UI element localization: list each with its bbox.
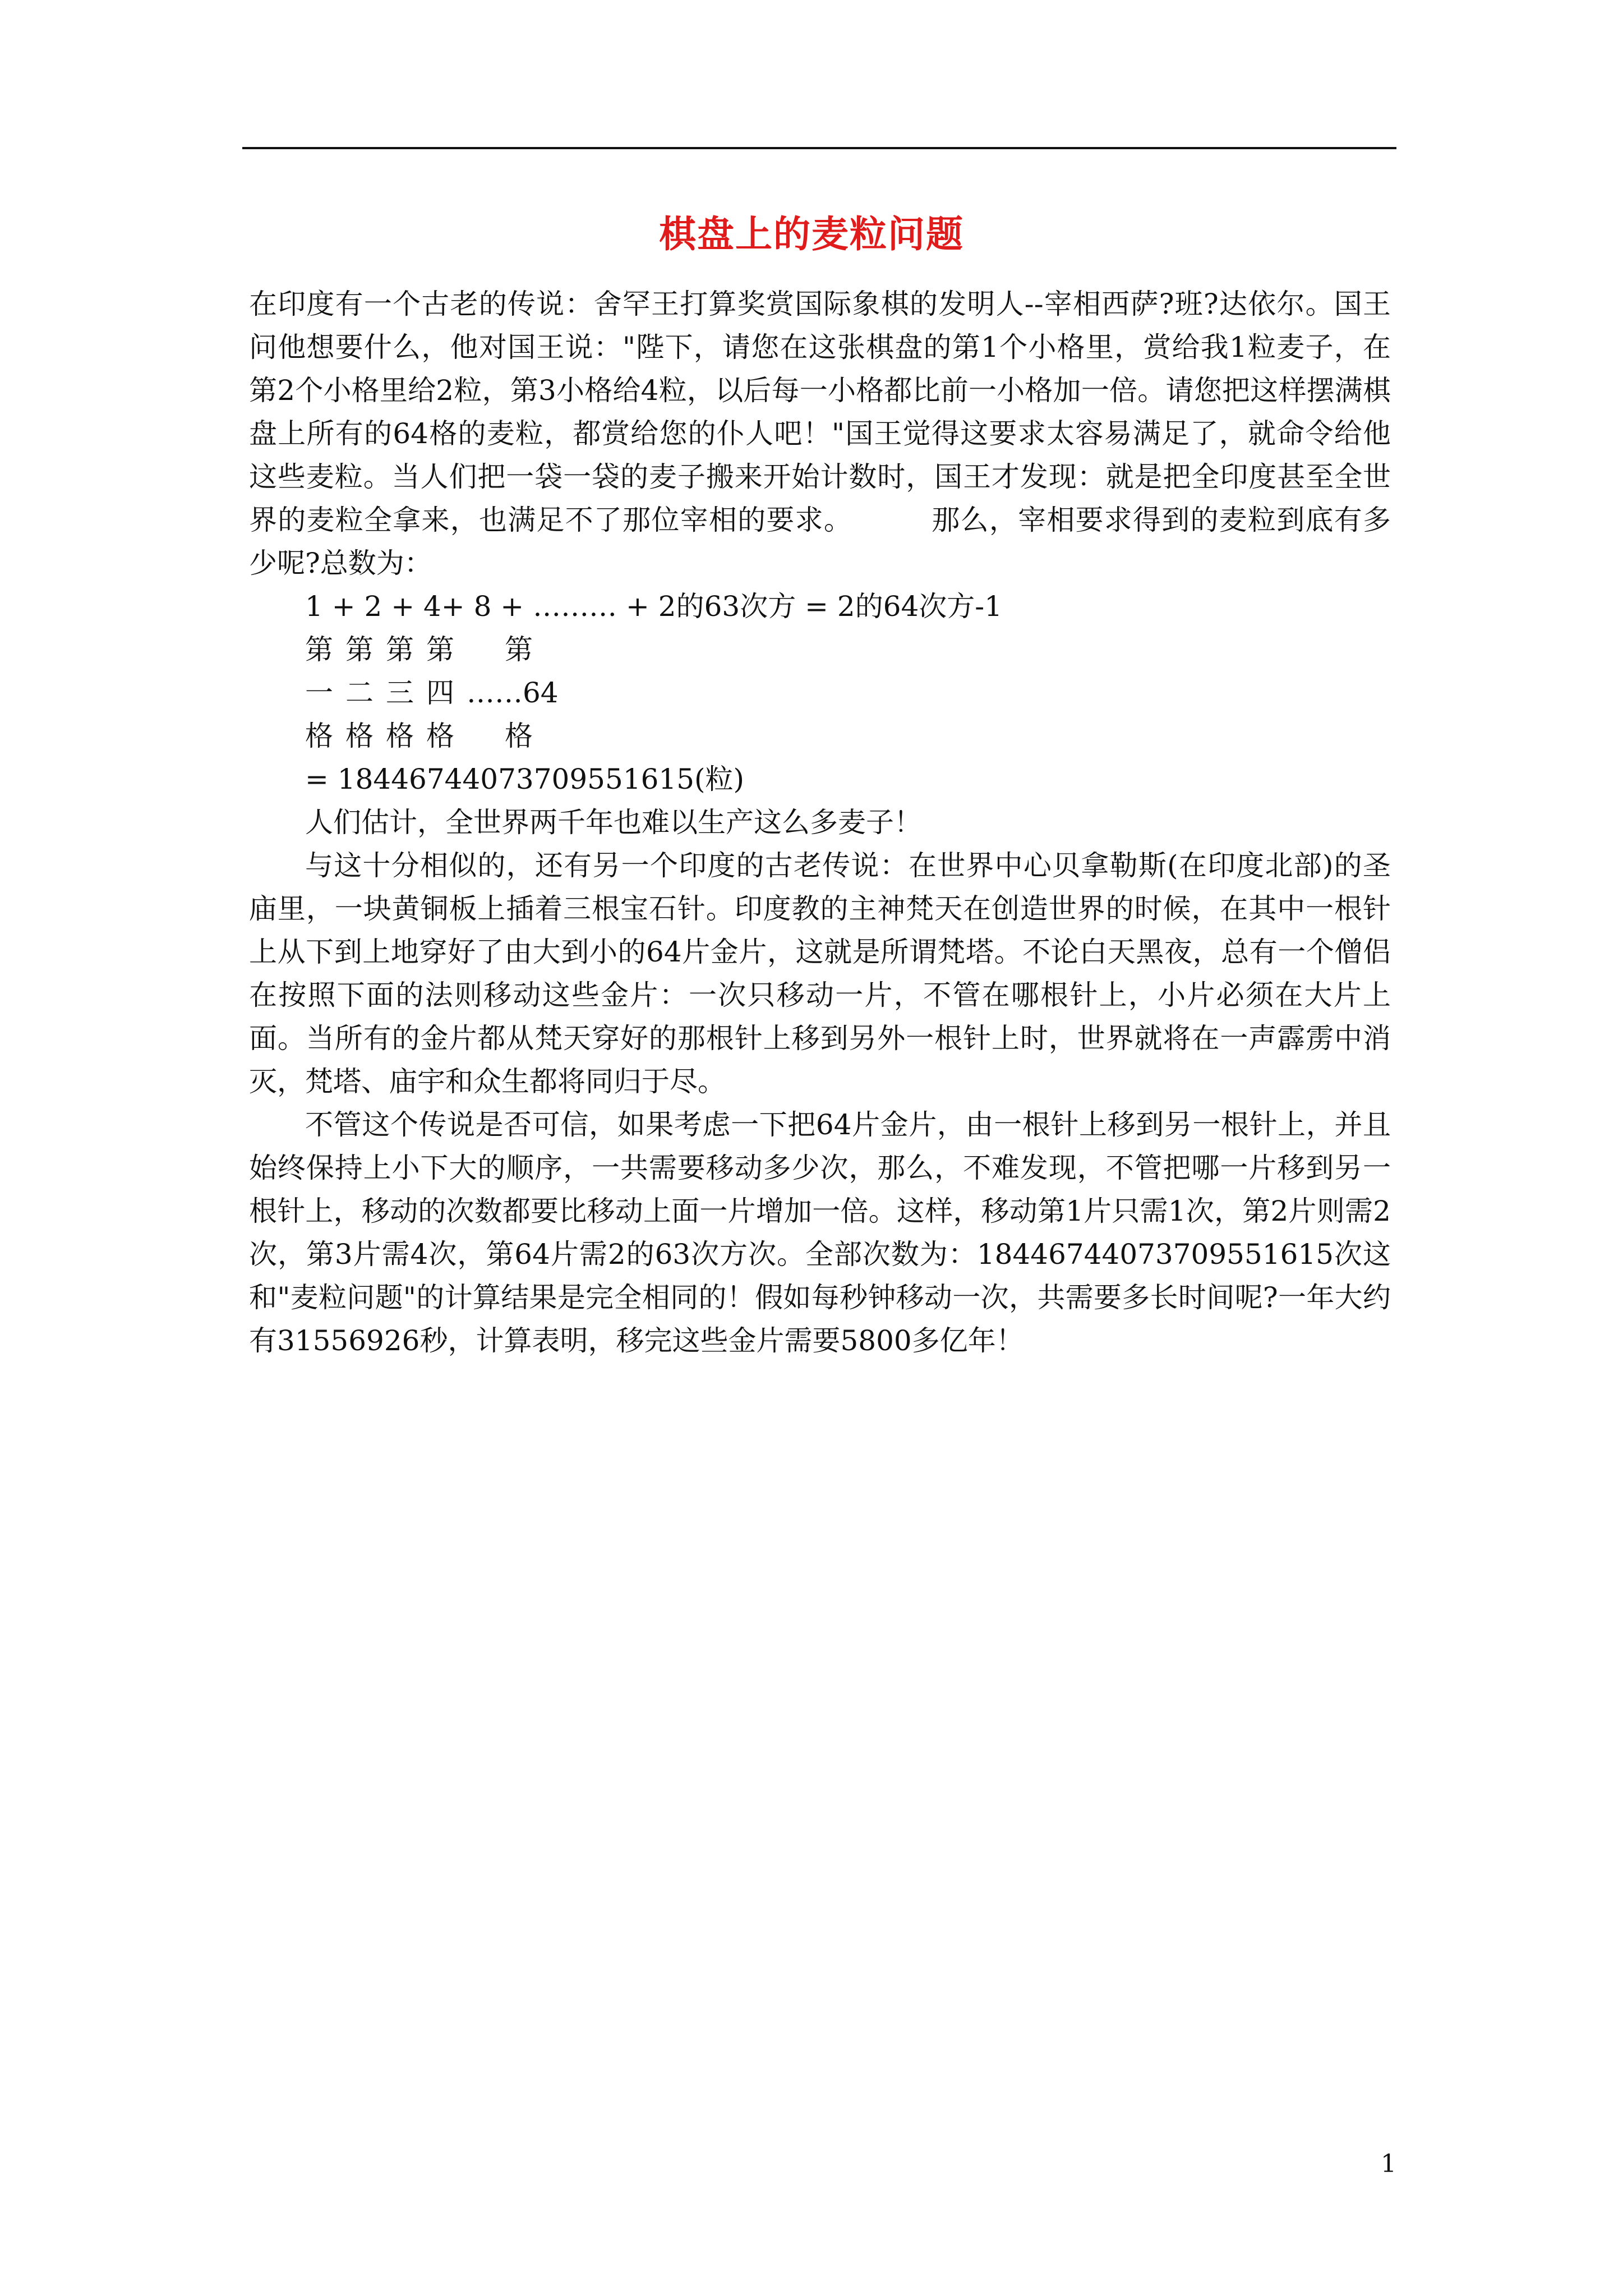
paragraph-legend-text: 在印度有一个古老的传说：舍罕王打算奖赏国际象棋的发明人--宰相西萨?班?达依尔。国王问他想要什么，他对国王说："陛下，请您在这张棋盘的第1个小格里，赏给我1粒麦子，在第2个小格里给2粒，第3小格给4粒，以后每一小格都比前一小格加一倍。请您把这样摆满棋盘上所有的64格的麦粒，都赏给您的仆人吧！"国王觉得这要求太容易满足了，就命令给他这些麦粒。当人们把一袋一袋的麦子搬来开始计数时，国王才发现：就是把全印度甚至全世界的麦粒全拿来，也满足不了那位宰相的要求。: [249, 288, 1391, 536]
paragraph-estimate: 人们估计，全世界两千年也难以生产这么多麦子！: [305, 806, 922, 839]
paragraph-legend: [249, 283, 1391, 585]
document-title: 棋盘上的麦粒问题: [659, 213, 964, 256]
grid-cell: 三: [386, 677, 414, 709]
grid-cell: 四: [426, 677, 454, 709]
grid-cell: 第: [386, 633, 414, 666]
grid-cell: 第: [345, 633, 374, 666]
paragraph-question-text: 那么，宰相要求得到的麦粒到底有多少呢?总数为：: [249, 504, 1391, 579]
formula-result: = 18446744073709551615(粒): [305, 763, 745, 795]
grid-row-1: [249, 628, 1391, 671]
document-body: [249, 283, 1391, 1363]
paragraph-hanoi-legend: 与这十分相似的，还有另一个印度的古老传说：在世界中心贝拿勒斯(在印度北部)的圣庙里，一块黄铜板上插着三根宝石针。印度教的主神梵天在创造世界的时候，在其中一根针上从下到上地穿好了由大到小的64片金片，这就是所谓梵塔。不论白天黑夜，总有一个僧侣在按照下面的法则移动这些金片：一次只移动一片，不管在哪根针上，小片必须在大片上面。当所有的金片都从梵天穿好的那根针上移到另外一根针上时，世界就将在一声霹雳中消灭，梵塔、庙宇和众生都将同归于尽。: [249, 849, 1391, 1098]
grid-cell: 第: [305, 633, 333, 666]
grid-cell: 格: [345, 720, 374, 752]
grid-row-2: [249, 671, 1391, 715]
formula-block: [249, 585, 1391, 628]
formula-sum: 1 + 2 + 4+ 8 + ……… + 2的63次方 = 2的64次方-1: [305, 590, 1003, 623]
grid-cell: 二: [345, 677, 374, 709]
grid-cell: 格: [386, 720, 414, 752]
page-number: 1: [1381, 2150, 1396, 2178]
grid-cell: 第: [505, 633, 533, 666]
grid-cell: 一: [305, 677, 333, 709]
header-rule: [242, 147, 1396, 149]
grid-row-3: [249, 715, 1391, 758]
paragraph-hanoi-calculation: 不管这个传说是否可信，如果考虑一下把64片金片，由一根针上移到另一根针上，并且始终保持上小下大的顺序，一共需要移动多少次，那么，不难发现，不管把哪一片移到另一根针上，移动的次数都要比移动上面一片增加一倍。这样，移动第1片只需1次，第2片则需2次，第3片需4次，第64片需2的63次方次。全部次数为：18446744073709551615次这和"麦粒问题"的计算结果是完全相同的！假如每秒钟移动一次，共需要多长时间呢?一年大约有31556926秒，计算表明，移完这些金片需要5800多亿年！: [249, 1108, 1391, 1357]
grid-cell: 第: [426, 633, 454, 666]
grid-cell: 格: [505, 720, 533, 752]
grid-cell: 格: [426, 720, 454, 752]
grid-cell: 格: [305, 720, 333, 752]
grid-cell: ……64: [467, 677, 559, 709]
result-block: [249, 758, 1391, 801]
